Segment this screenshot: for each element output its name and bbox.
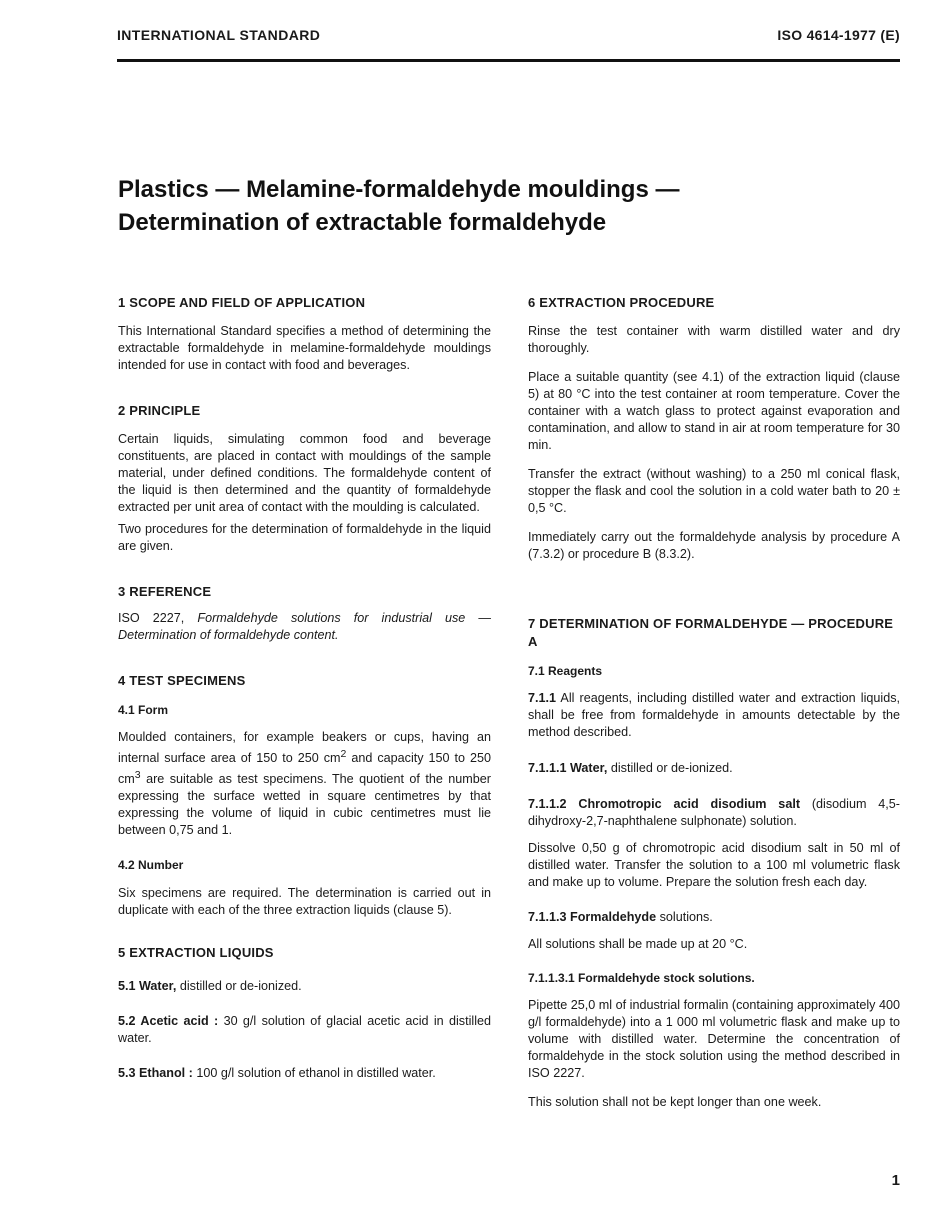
header-standard-number: ISO 4614-1977 (E) bbox=[777, 27, 900, 43]
heading-reference: 3 REFERENCE bbox=[118, 584, 212, 599]
form-text-b: and capacity 150 to 250 cm bbox=[118, 751, 492, 787]
reagent-chromotropic-acid-label: 7.1.1.2 Chromotropic acid disodium salt bbox=[528, 797, 801, 811]
liquid-water-label: 5.1 Water, bbox=[118, 979, 177, 994]
reference-title: Formaldehyde solutions for industrial use — Determination of formaldehyde content. bbox=[118, 611, 491, 642]
header-rule bbox=[117, 59, 900, 62]
reference-standard: ISO 2227, bbox=[118, 611, 198, 625]
liquid-ethanol-text: 100 g/l solution of ethanol in distilled water. bbox=[192, 1066, 436, 1081]
title-line-1: Plastics — Melamine-formaldehyde mouldings — bbox=[118, 176, 680, 203]
principle-paragraph-1: Certain liquids, simulating common food and beverage constituents, are placed in contact with mouldings of the sample material, under defined conditions. The formaldehyde content of the liquid is then determined and the quantity of formaldehyde extracted per unit area of contact with the moulding is calculated. bbox=[118, 432, 491, 514]
heading-number: 4.2 Number bbox=[118, 858, 184, 873]
heading-test-specimens: 4 TEST SPECIMENS bbox=[118, 673, 246, 688]
heading-principle: 2 PRINCIPLE bbox=[118, 403, 201, 418]
liquid-ethanol bbox=[118, 1065, 491, 1082]
reagent-water bbox=[528, 760, 900, 777]
superscript-3: 3 bbox=[134, 769, 141, 782]
form-paragraph bbox=[118, 729, 491, 839]
form-text-c: are suitable as test specimens. The quotient of the number expressing the surface wetted in square centimetres by that expressing the volume of liquid in cubic centimetres must lie between 0,75 and 1. bbox=[118, 772, 491, 838]
formaldehyde-temperature-note: All solutions shall be made up at 20 °C. bbox=[528, 937, 748, 951]
right-column bbox=[528, 294, 900, 1111]
page-number: 1 bbox=[891, 1172, 900, 1189]
chromotropic-preparation: Dissolve 0,50 g of chromotropic acid disodium salt in 50 ml of distilled water. Transfer the solution to a 100 ml volumetric flask and make up to volume. Prepare the solution fresh each day. bbox=[528, 841, 900, 889]
heading-scope: 1 SCOPE AND FIELD OF APPLICATION bbox=[118, 295, 366, 310]
liquid-water bbox=[118, 978, 491, 995]
liquid-acetic-acid-label: 5.2 Acetic acid : bbox=[118, 1014, 219, 1029]
reference-paragraph bbox=[118, 610, 491, 644]
reagent-chromotropic-acid bbox=[528, 796, 900, 830]
reagent-water-label: 7.1.1.1 Water, bbox=[528, 761, 608, 775]
reagent-formaldehyde-label: 7.1.1.3 Formaldehyde bbox=[528, 910, 657, 924]
reagents-general bbox=[528, 690, 900, 741]
procedure-paragraph-4: Immediately carry out the formaldehyde analysis by procedure A (7.3.2) or procedure B (8.3.2). bbox=[528, 530, 900, 561]
reagents-general-label: 7.1.1 bbox=[528, 691, 557, 705]
reagent-formaldehyde-text: solutions. bbox=[656, 910, 713, 924]
liquid-acetic-acid bbox=[118, 1013, 491, 1047]
heading-extraction-liquids: 5 EXTRACTION LIQUIDS bbox=[118, 945, 274, 961]
document-title bbox=[118, 173, 878, 239]
heading-procedure-a: 7 DETERMINATION OF FORMALDEHYDE — PROCEDURE A bbox=[528, 616, 894, 649]
heading-form: 4.1 Form bbox=[118, 703, 169, 717]
procedure-paragraph-2: Place a suitable quantity (see 4.1) of the extraction liquid (clause 5) at 80 °C into the test container at room temperature. Cover the container with a watch glass to protect against evaporation and contamination, and allow to stand in air at room temperature for 30 min. bbox=[528, 370, 900, 452]
procedure-paragraph-3: Transfer the extract (without washing) to a 250 ml conical flask, stopper the flask and cool the solution in a cold water bath to 20 ± 0,5 °C. bbox=[528, 467, 900, 515]
reagent-water-text: distilled or de-ionized. bbox=[607, 761, 733, 775]
principle-paragraph-2: Two procedures for the determination of formaldehyde in the liquid are given. bbox=[118, 522, 491, 553]
title-line-2: Determination of extractable formaldehyde bbox=[118, 209, 607, 236]
procedure-paragraph-1: Rinse the test container with warm distilled water and dry thoroughly. bbox=[528, 324, 900, 355]
number-paragraph: Six specimens are required. The determination is carried out in duplicate with each of the three extraction liquids (clause 5). bbox=[118, 886, 491, 918]
superscript-2: 2 bbox=[340, 748, 347, 760]
heading-extraction-procedure: 6 EXTRACTION PROCEDURE bbox=[528, 295, 715, 310]
liquid-water-text: distilled or de-ionized. bbox=[176, 979, 302, 994]
reagent-chromotropic-acid-text: (disodium 4,5-dihydroxy-2,7-naphthalene sulphonate) solution. bbox=[528, 797, 900, 828]
heading-reagents: 7.1 Reagents bbox=[528, 664, 603, 678]
stock-solution-shelf-life: This solution shall not be kept longer than one week. bbox=[528, 1095, 822, 1109]
reagent-formaldehyde bbox=[528, 909, 900, 926]
stock-solution-paragraph: Pipette 25,0 ml of industrial formalin (containing approximately 400 g/l formaldehyde) into a 1 000 ml volumetric flask and make up to volume with distilled water. Determine the concentration of formaldehyde in the stock solution using the method described in ISO 2227. bbox=[528, 998, 900, 1080]
reagents-general-text: All reagents, including distilled water and extraction liquids, shall be free from formaldehyde in amounts detectable by the method described. bbox=[528, 691, 900, 739]
left-column bbox=[118, 294, 491, 1082]
header-standard-type: INTERNATIONAL STANDARD bbox=[117, 27, 321, 43]
form-text-a: Moulded containers, for example beakers or cups, having an internal surface area of 150 to 250 cm bbox=[118, 730, 491, 766]
liquid-ethanol-label: 5.3 Ethanol : bbox=[118, 1066, 193, 1081]
heading-stock-solutions: 7.1.1.3.1 Formaldehyde stock solutions. bbox=[528, 971, 755, 985]
scope-paragraph: This International Standard specifies a method of determining the extractable formaldehyde in melamine-formaldehyde mouldings intended for use in contact with food and beverages. bbox=[118, 324, 491, 372]
liquid-acetic-acid-text: 30 g/l solution of glacial acetic acid in distilled water. bbox=[118, 1014, 492, 1046]
